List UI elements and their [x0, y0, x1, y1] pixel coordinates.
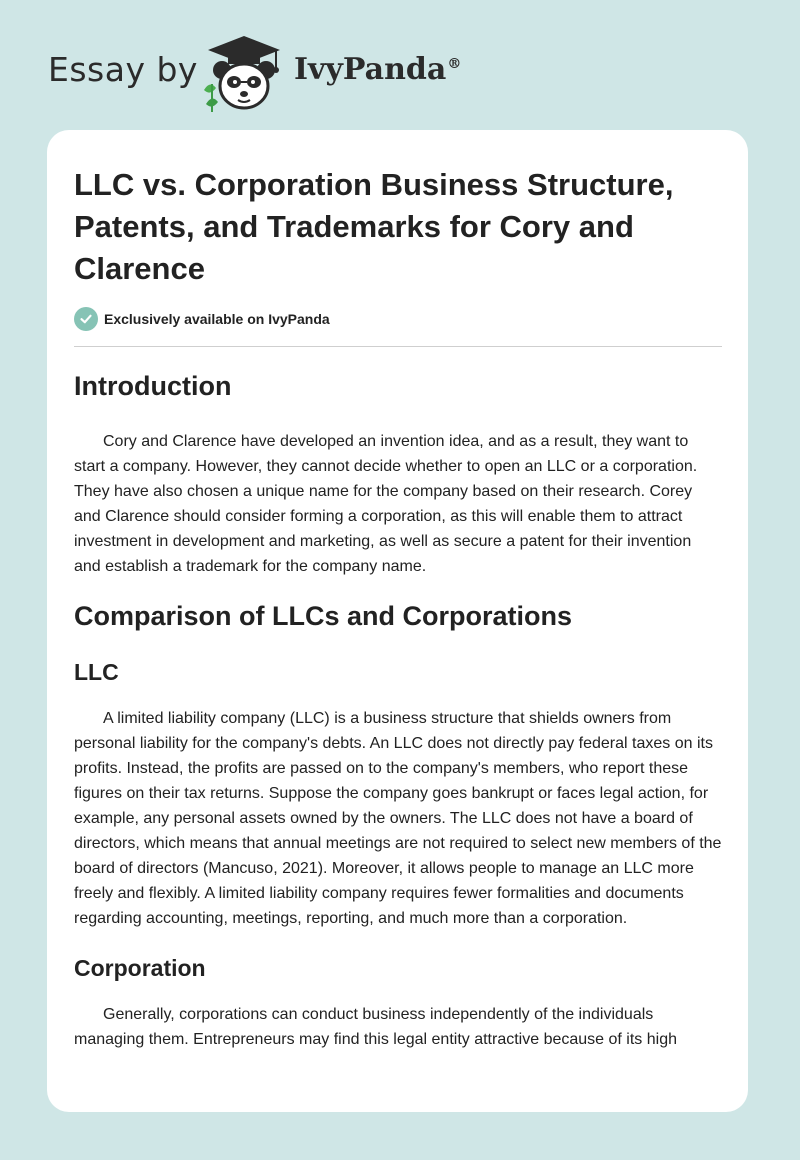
essay-title: LLC vs. Corporation Business Structure, Patents, and Trademarks for Cory and Clarence — [74, 167, 674, 286]
introduction-heading: Introduction — [74, 371, 232, 401]
title-divider — [74, 346, 722, 347]
comparison-heading: Comparison of LLCs and Corporations — [74, 601, 573, 631]
llc-paragraph: A limited liability company (LLC) is a business structure that shields owners from personal liability for the company's debts. An LLC does not directly pay federal taxes on its profits. Instead, the profits are passed on to the company's members, who report these figures on their tax returns. Suppose the company goes bankrupt or faces legal action, for example, any personal assets owned by the owners. The LLC does not have a board of directors, which means that annual meetings are not required to select new members of the board of directors (Mancuso, 2021). Moreover, it allows people to manage an LLC more freely and flexibly. A limited liability company requires fewer formalities and documents regarding accounting, meetings, reporting, and much more than a corporation. — [74, 710, 722, 927]
exclusive-badge — [74, 306, 722, 332]
site-header — [0, 0, 800, 120]
corporation-paragraph: Generally, corporations can conduct business independently of the individuals managing them. Entrepreneurs may find this legal entity attractive because of its high — [74, 1006, 677, 1048]
corporation-heading: Corporation — [74, 955, 206, 981]
introduction-paragraph: Cory and Clarence have developed an invention idea, and as a result, they want to start a company. However, they cannot decide whether to open an LLC or a corporation. They have also chosen a unique name for the company based on their research. Corey and Clarence should consider forming a corporation, as this will enable them to attract investment in development and marketing, as well as secure a patent for their invention and establish a trademark for the company name. — [74, 433, 698, 575]
essay-by-label: Essay by — [48, 50, 198, 89]
registered-mark: ® — [447, 56, 462, 72]
check-circle-icon — [74, 307, 98, 331]
brand-name-text: IvyPanda — [294, 52, 447, 87]
brand-name — [294, 52, 461, 87]
exclusive-label: Exclusively available on IvyPanda — [104, 311, 330, 327]
llc-heading: LLC — [74, 659, 119, 685]
panda-graduate-icon — [198, 32, 290, 112]
essay-card — [47, 130, 748, 1112]
